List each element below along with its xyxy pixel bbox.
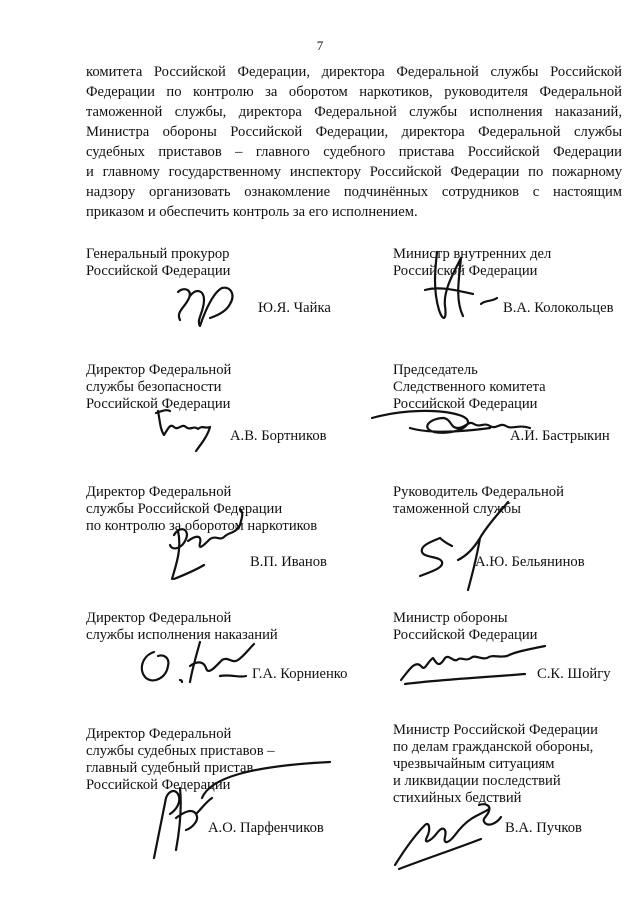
title-line: Директор Федеральной <box>86 610 232 626</box>
signatory-name-ivanov: В.П. Иванов <box>250 554 327 570</box>
signatory-name-bortnikov: А.В. Бортников <box>230 428 327 444</box>
title-line: Российской Федерации <box>393 627 538 643</box>
title-line: Директор Федеральной <box>86 362 232 378</box>
body-line: комитета Российской Федерации, директора Федеральной службы Российской <box>86 64 622 80</box>
title-line: Российской Федерации <box>86 396 231 412</box>
signatory-name-chaika: Ю.Я. Чайка <box>258 300 331 316</box>
body-line: приказом и обеспечить контроль за его исполнением. <box>86 204 418 220</box>
title-line: Министр внутренних дел <box>393 246 552 262</box>
title-line: главный судебный пристав <box>86 760 254 776</box>
title-line: Председатель <box>393 362 478 378</box>
signatory-title-defence-minister <box>393 610 538 644</box>
signatory-title-prosecutor-general <box>86 246 231 280</box>
body-line: судебных приставов – главного судебного пристава Российской Федерации <box>86 144 622 160</box>
title-line: службы судебных приставов – <box>86 743 275 759</box>
title-line: службы исполнения наказаний <box>86 627 278 643</box>
body-line: Федерации по контролю за оборотом наркотиков, руководителя Федеральной <box>86 84 622 100</box>
title-line: по контролю за оборотом наркотиков <box>86 518 318 534</box>
signature-parfenchikov <box>140 758 340 878</box>
body-line: надзору организовать ознакомление подчинённых сотрудников с настоящим <box>86 184 622 200</box>
signatory-name-parfenchikov: А.О. Парфенчиков <box>208 820 324 836</box>
title-line: Российской Федерации <box>86 777 231 793</box>
title-line: и ликвидации последствий <box>393 773 561 789</box>
body-line: Министра обороны Российской Федерации, директора Федеральной службы <box>86 124 622 140</box>
signature-chaika <box>170 282 250 330</box>
body-line: и главному государственному инспектору Российской Федерации по пожарному <box>86 164 622 180</box>
title-line: Директор Федеральной <box>86 484 232 500</box>
title-line: чрезвычайным ситуациям <box>393 756 555 772</box>
title-line: службы безопасности <box>86 379 222 395</box>
title-line: службы Российской Федерации <box>86 501 283 517</box>
signatory-name-belyaninov: А.Ю. Бельянинов <box>475 554 585 570</box>
title-line: стихийных бедствий <box>393 790 522 806</box>
signatory-name-kornienko: Г.А. Корниенко <box>252 666 348 682</box>
signature-puchkov <box>385 795 515 875</box>
signatory-name-bastrykin: А.И. Бастрыкин <box>510 428 610 444</box>
title-line: Российской Федерации <box>393 396 538 412</box>
title-line: Российской Федерации <box>86 263 231 279</box>
signature-kornienko <box>130 636 270 696</box>
signature-shoigu <box>395 640 555 690</box>
signatory-name-shoigu: С.К. Шойгу <box>537 666 611 682</box>
signature-kolokoltsev <box>415 250 505 330</box>
title-line: Генеральный прокурор <box>86 246 230 262</box>
title-line: Руководитель Федеральной <box>393 484 564 500</box>
title-line: Министр Российской Федерации <box>393 722 598 738</box>
title-line: по делам гражданской обороны, <box>393 739 594 755</box>
body-paragraph <box>86 62 622 222</box>
signature-bortnikov <box>150 405 230 455</box>
signature-belyaninov <box>400 498 510 598</box>
signatory-name-kolokoltsev: В.А. Колокольцев <box>503 300 614 316</box>
title-line: Российской Федерации <box>393 263 538 279</box>
body-line: таможенной службы, директора Федеральной службы исполнения наказаний, <box>86 104 622 120</box>
signature-ivanov <box>160 505 260 585</box>
title-line: Директор Федеральной <box>86 726 232 742</box>
page-number: 7 <box>316 38 324 53</box>
title-line: таможенной службы <box>393 501 521 517</box>
title-line: Министр обороны <box>393 610 508 626</box>
signatory-name-puchkov: В.А. Пучков <box>505 820 582 836</box>
title-line: Следственного комитета <box>393 379 546 395</box>
